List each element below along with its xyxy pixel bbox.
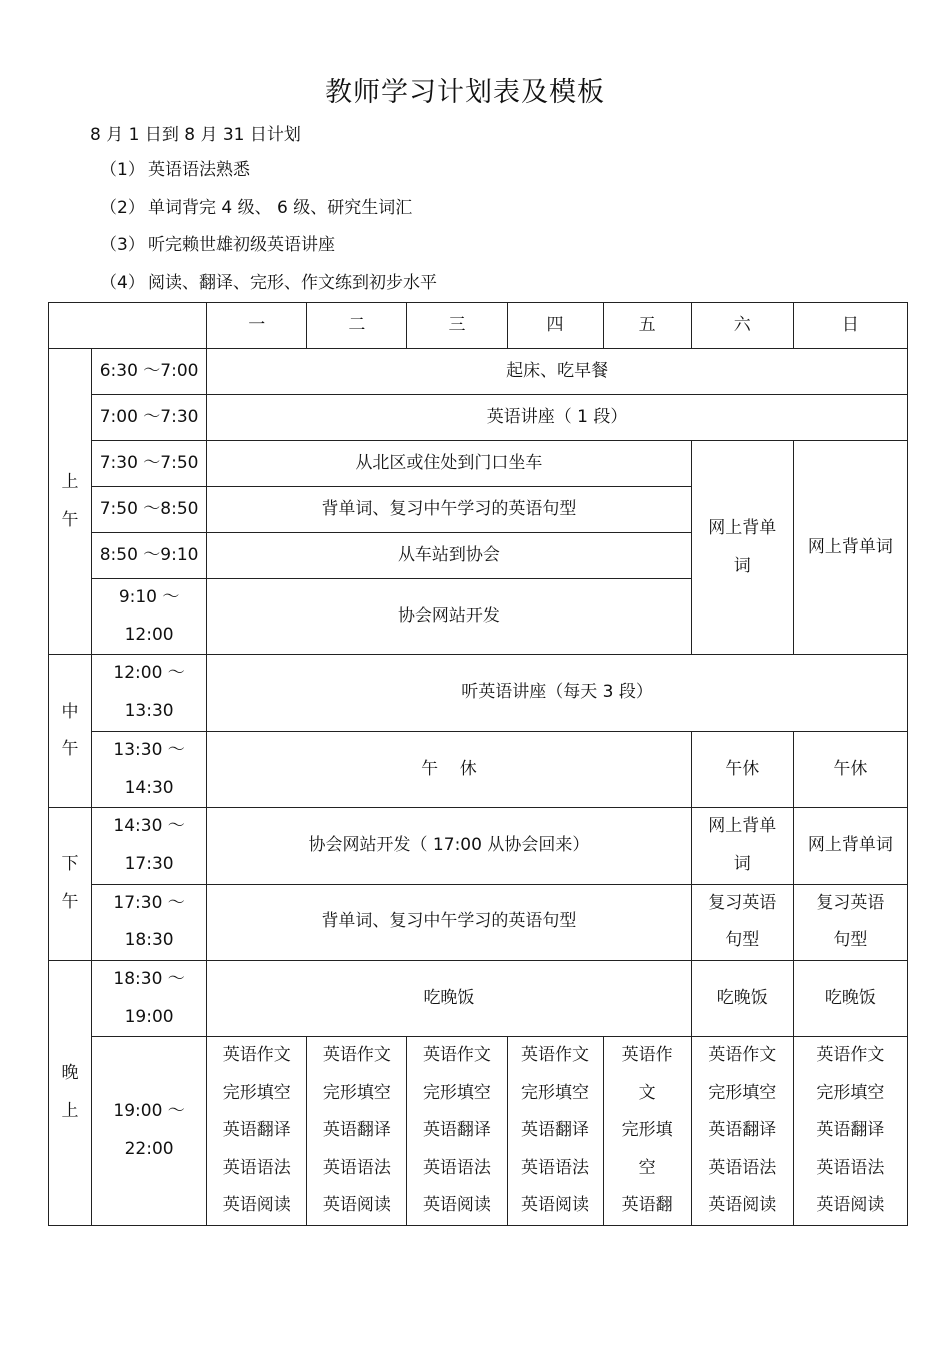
time-cell: 19:00 ～ 22:00 (92, 1037, 207, 1226)
goal-text: 听完赖世雄初级英语讲座 (148, 235, 335, 256)
activity-cell: 听英语讲座（每天 3 段） (207, 655, 908, 731)
period-char: 上 (61, 472, 79, 492)
day-header-sun: 日 (793, 303, 907, 349)
day-header-fri: 五 (603, 303, 691, 349)
activity-cell-sat: 网上背单 词 (691, 441, 793, 655)
activity-cell-sat: 网上背单 词 (691, 808, 793, 884)
time-cell: 9:10 ～ 12:00 (92, 579, 207, 655)
time-cell: 8:50 ～9:10 (92, 533, 207, 579)
time-cell: 7:00 ～7:30 (92, 395, 207, 441)
table-row (49, 884, 908, 960)
period-char: 下 (61, 854, 79, 875)
goal-text: 阅读、翻译、完形、作文练到初步水平 (148, 273, 437, 294)
schedule-table (48, 302, 908, 1226)
table-row (49, 808, 908, 884)
goal-number: （2） (100, 197, 145, 218)
activity-cell: 背单词、复习中午学习的英语句型 (207, 884, 692, 960)
time-cell: 12:00 ～ 13:30 (92, 655, 207, 731)
table-row (49, 441, 908, 487)
activity-cell: 英语讲座（ 1 段） (207, 395, 908, 441)
table-row (49, 349, 908, 395)
day-header-thu: 四 (507, 303, 603, 349)
activity-cell-sun: 吃晚饭 (793, 961, 907, 1037)
header-row (49, 303, 908, 349)
period-char: 晚 (61, 1063, 79, 1084)
activity-cell: 从北区或住处到门口坐车 (207, 441, 692, 487)
period-morning (49, 349, 92, 655)
activity-cell: 吃晚饭 (207, 961, 692, 1037)
activity-cell-sat: 复习英语 句型 (691, 884, 793, 960)
activity-cell-sat: 午休 (691, 731, 793, 807)
goal-text: 单词背完 4 级、 6 级、研究生词汇 (148, 197, 413, 218)
activity-cell-sun: 网上背单词 (793, 441, 907, 655)
time-cell: 6:30 ～7:00 (92, 349, 207, 395)
evening-items-fri: 英语作 文 完形填 空 英语翻 (603, 1037, 691, 1226)
table-row (49, 961, 908, 1037)
goal-list (100, 157, 437, 308)
goal-number: （1） (100, 160, 145, 180)
activity-cell: 协会网站开发（ 17:00 从协会回来） (207, 808, 692, 884)
activity-cell: 协会网站开发 (207, 579, 692, 655)
period-char: 午 (61, 509, 79, 530)
period-char: 中 (61, 701, 79, 722)
table-row (49, 655, 908, 731)
period-char: 午 (61, 892, 79, 913)
time-cell: 7:50 ～8:50 (92, 487, 207, 533)
time-cell: 17:30 ～ 18:30 (92, 884, 207, 960)
table-row (49, 731, 908, 807)
activity-cell: 午 休 (207, 731, 692, 807)
day-header-sat: 六 (691, 303, 793, 349)
goal-item (100, 232, 437, 270)
evening-items-thu: 英语作文 完形填空 英语翻译 英语语法 英语阅读 (507, 1037, 603, 1226)
goal-number: （4） (100, 273, 145, 294)
goal-text: 英语语法熟悉 (148, 160, 250, 180)
goal-item (100, 157, 437, 195)
time-cell: 18:30 ～ 19:00 (92, 961, 207, 1037)
corner-cell (49, 303, 207, 349)
time-cell: 7:30 ～7:50 (92, 441, 207, 487)
time-cell: 13:30 ～ 14:30 (92, 731, 207, 807)
activity-cell: 起床、吃早餐 (207, 349, 908, 395)
evening-items-mon: 英语作文 完形填空 英语翻译 英语语法 英语阅读 (207, 1037, 307, 1226)
date-range: 8 月 1 日到 8 月 31 日计划 (90, 125, 301, 145)
period-evening (49, 961, 92, 1226)
period-char: 午 (61, 739, 79, 760)
period-noon (49, 655, 92, 808)
evening-items-wed: 英语作文 完形填空 英语翻译 英语语法 英语阅读 (407, 1037, 507, 1226)
evening-items-sun: 英语作文 完形填空 英语翻译 英语语法 英语阅读 (793, 1037, 907, 1226)
activity-cell-sat: 吃晚饭 (691, 961, 793, 1037)
evening-items-sat: 英语作文 完形填空 英语翻译 英语语法 英语阅读 (691, 1037, 793, 1226)
goal-item (100, 195, 437, 233)
page-title: 教师学习计划表及模板 (325, 77, 605, 108)
activity-cell-sun: 复习英语 句型 (793, 884, 907, 960)
evening-items-tue: 英语作文 完形填空 英语翻译 英语语法 英语阅读 (307, 1037, 407, 1226)
period-afternoon (49, 808, 92, 961)
table-row (49, 395, 908, 441)
day-header-tue: 二 (307, 303, 407, 349)
day-header-wed: 三 (407, 303, 507, 349)
activity-cell-sun: 网上背单词 (793, 808, 907, 884)
activity-cell: 背单词、复习中午学习的英语句型 (207, 487, 692, 533)
goal-number: （3） (100, 235, 145, 256)
table-row (49, 1037, 908, 1226)
period-char: 上 (61, 1100, 79, 1121)
activity-cell: 从车站到协会 (207, 533, 692, 579)
day-header-mon: 一 (207, 303, 307, 349)
time-cell: 14:30 ～ 17:30 (92, 808, 207, 884)
activity-cell-sun: 午休 (793, 731, 907, 807)
